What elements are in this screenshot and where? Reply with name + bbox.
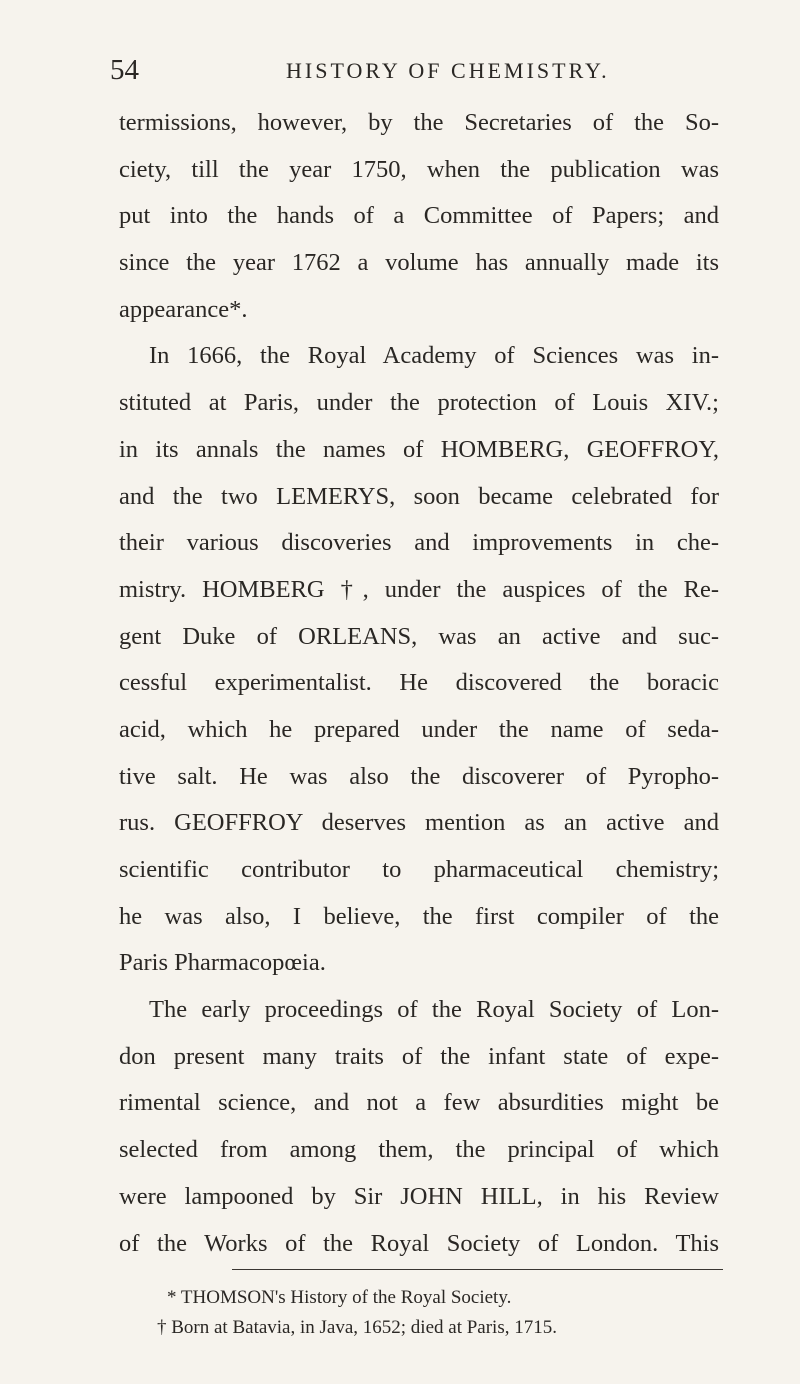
text-line: put into the hands of a Committee of Papers; and — [119, 202, 719, 230]
text-line: he was also, I believe, the first compiler of the — [119, 902, 719, 930]
text-line: scientific contributor to pharmaceutical chemistry; — [119, 856, 719, 883]
text-line: tive salt. He was also the discoverer of Pyropho- — [119, 762, 719, 790]
text-line: don present many traits of the infant state of expe- — [119, 1042, 719, 1070]
footnote: † Born at Batavia, in Java, 1652; died at Paris, 1715. — [157, 1317, 557, 1338]
text-line: ciety, till the year 1750, when the publication was — [119, 155, 719, 183]
text-line: In 1666, the Royal Academy of Sciences was in- — [149, 342, 719, 370]
running-head: HISTORY OF CHEMISTRY. — [286, 58, 610, 83]
text-line: The early proceedings of the Royal Society of Lon- — [149, 996, 719, 1024]
text-line: Paris Pharmacopœia. — [119, 949, 326, 977]
text-line: mistry. HOMBERG †, under the auspices of the Re- — [119, 575, 719, 603]
text-line: were lampooned by Sir JOHN HILL, in his Review — [119, 1182, 719, 1210]
text-line: rimental science, and not a few absurdities might be — [119, 1089, 719, 1117]
text-line: cessful experimentalist. He discovered the boracic — [119, 669, 719, 697]
page-number: 54 — [110, 54, 139, 86]
footnote-rule — [232, 1269, 723, 1270]
text-line: of the Works of the Royal Society of London. This — [119, 1229, 719, 1257]
text-line: stituted at Paris, under the protection of Louis XIV.; — [119, 389, 719, 417]
text-line: rus. GEOFFROY deserves mention as an active and — [119, 809, 719, 837]
text-line: termissions, however, by the Secretaries of the So- — [119, 109, 719, 136]
text-line: selected from among them, the principal of which — [119, 1136, 719, 1164]
footnote: * THOMSON's History of the Royal Society. — [167, 1287, 512, 1308]
text-line: since the year 1762 a volume has annually made its — [119, 249, 719, 277]
text-line: appearance*. — [119, 295, 248, 323]
text-line: and the two LEMERYS, soon became celebrated for — [119, 482, 719, 510]
footnotes — [119, 1283, 723, 1343]
text-line: gent Duke of ORLEANS, was an active and suc- — [119, 622, 719, 650]
text-line: in its annals the names of HOMBERG, GEOFFROY, — [119, 435, 719, 463]
body-text — [119, 100, 719, 1267]
text-line: acid, which he prepared under the name of seda- — [119, 715, 719, 743]
text-line: their various discoveries and improvements in che- — [119, 529, 719, 557]
